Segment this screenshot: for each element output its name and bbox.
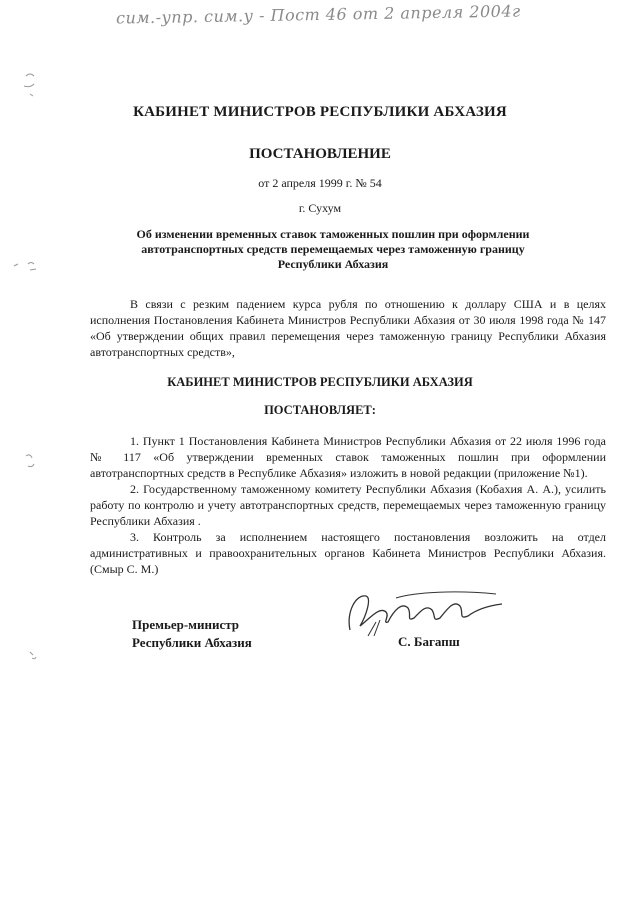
resolves-heading: ПОСТАНОВЛЯЕТ: [264,403,376,417]
decree-item-1: 1. Пункт 1 Постановления Кабинета Министров Республики Абхазия от 22 июля 1996 года № 117 «Об утверждении временных ставок таможенных пошлин при оформлении автотранспортных средств в Республике Абхазия» изложить в новой редакции (приложение №1). [90,434,606,480]
decree-items [90,433,606,577]
date-number-line: от 2 апреля 1999 г. № 54 [258,176,382,190]
document-subject: Об изменении временных ставок таможенных пошлин при оформлении автотранспортных средств перемещаемых через таможенную границу Республики Абхазия [136,227,530,271]
signatory-title-line1: Премьер-министр [132,617,240,632]
city-line: г. Сухум [298,201,342,215]
resolves-cabinet-heading: КАБИНЕТ МИНИСТРОВ РЕСПУБЛИКИ АБХАЗИЯ [167,375,473,389]
margin-mark-icon [0,66,60,106]
signatory-title [132,616,252,652]
margin-mark-icon [0,248,60,288]
signatory-name: С. Багапш [398,634,460,649]
handwritten-note: сим.-упр. сим.у - Пост 46 от 2 апреля 2004г [115,1,521,28]
decree-item-3: 3. Контроль за исполнением настоящего постановления возложить на отдел административных и правоохранительных органов Кабинета Министров Республики Абхазия. (Смыр С. М.) [90,530,606,576]
decree-item-2: 2. Государственному таможенному комитету Республики Абхазия (Кобахия А. А.), усилить работу по контролю и учету автотранспортных средств, перемещаемых через таможенную границу Республики Абхазия . [90,482,606,528]
signatory-title-line2: Республики Абхазия [132,635,252,650]
handwritten-signature [336,582,516,642]
cabinet-heading: КАБИНЕТ МИНИСТРОВ РЕСПУБЛИКИ АБХАЗИЯ [133,104,507,120]
preamble-paragraph: В связи с резким падением курса рубля по отношению к доллару США и в целях исполнения Постановления Кабинета Министров Республики Абхазия от 30 июля 1998 года № 147 «Об утверждении общих правил перемещения через таможенную границу Республики Абхазия автотранспортных средств», [90,297,606,359]
margin-mark-icon [0,444,60,484]
document-type-heading: ПОСТАНОВЛЕНИЕ [249,146,391,162]
margin-mark-icon [0,638,60,678]
